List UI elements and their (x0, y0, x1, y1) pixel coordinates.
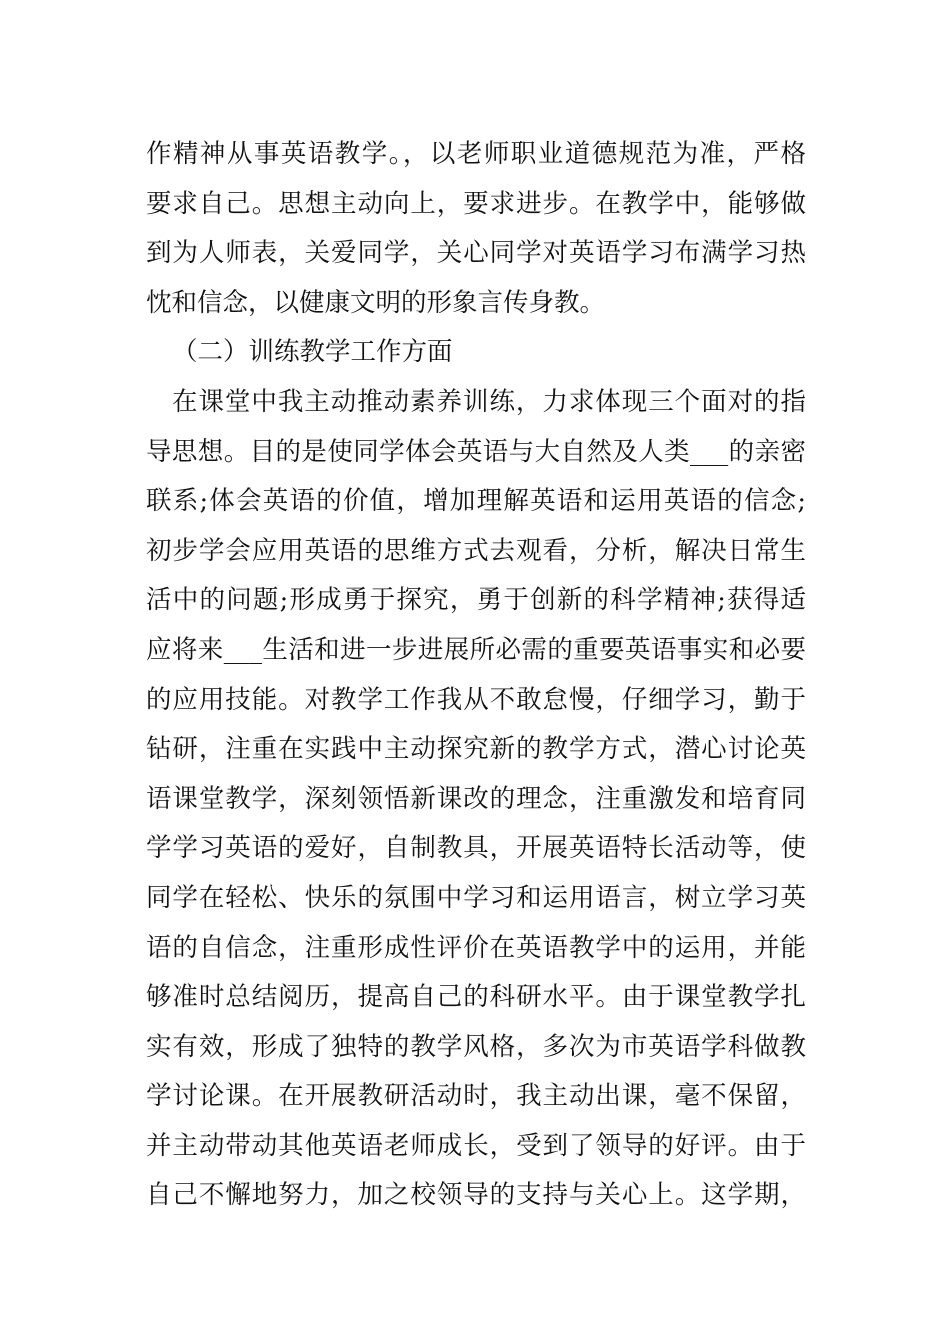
text-line: 应将来___生活和进一步进展所必需的重要英语事实和必要 (146, 634, 806, 665)
text-line: 够准时总结阅历，提高自己的科研水平。由于课堂教学扎 (146, 982, 806, 1013)
paragraph-1 (146, 130, 806, 328)
text-line: 同学在轻松、快乐的氛围中学习和运用语言，树立学习英 (146, 882, 806, 913)
text-line: 忱和信念，以健康文明的形象言传身教。 (146, 287, 606, 318)
text-line: 钻研，注重在实践中主动探究新的教学方式，潜心讨论英 (146, 734, 806, 765)
text-line: 要求自己。思想主动向上，要求进步。在教学中，能够做 (146, 188, 806, 219)
text-line: 语的自信念，注重形成性评价在英语教学中的运用，并能 (146, 932, 806, 963)
text-line: 学学习英语的爱好，自制教具，开展英语特长活动等，使 (146, 833, 806, 864)
text-line: 活中的问题;形成勇于探究，勇于创新的科学精神;获得适 (146, 585, 806, 616)
document-body (146, 130, 806, 1221)
section-heading: （二）训练教学工作方面 (172, 337, 453, 368)
text-line: 自己不懈地努力，加之校领导的支持与关心上。这学期， (146, 1180, 806, 1211)
text-line: 联系;体会英语的价值，增加理解英语和运用英语的信念; (146, 486, 806, 517)
text-line: 导思想。目的是使同学体会英语与大自然及人类___的亲密 (146, 436, 806, 467)
paragraph-2 (146, 378, 806, 1221)
text-line: 的应用技能。对教学工作我从不敢怠慢，仔细学习，勤于 (146, 684, 806, 715)
text-line: 学讨论课。在开展教研活动时，我主动出课，毫不保留， (146, 1081, 806, 1112)
text-line: 初步学会应用英语的思维方式去观看，分析，解决日常生 (146, 535, 806, 566)
text-line: 在课堂中我主动推动素养训练，力求体现三个面对的指 (172, 386, 806, 417)
text-line: 语课堂教学，深刻领悟新课改的理念，注重激发和培育同 (146, 783, 806, 814)
text-line: 到为人师表，关爱同学，关心同学对英语学习布满学习热 (146, 238, 806, 269)
text-line: 并主动带动其他英语老师成长，受到了领导的好评。由于 (146, 1130, 806, 1161)
text-line: 实有效，形成了独特的教学风格，多次为市英语学科做教 (146, 1031, 806, 1062)
text-line: 作精神从事英语教学。，以老师职业道德规范为准，严格 (146, 139, 806, 169)
